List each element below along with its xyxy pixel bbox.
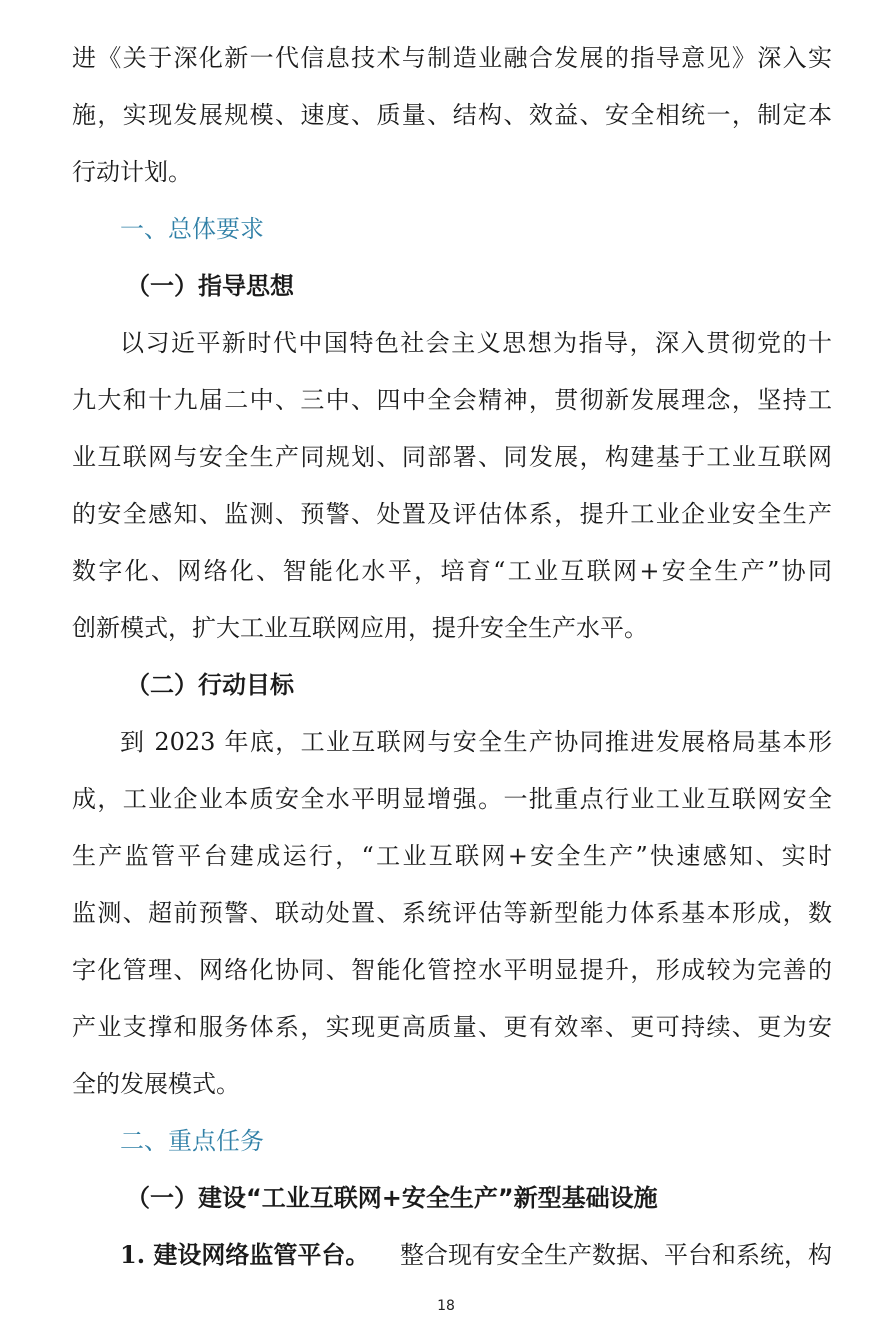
section-heading: 二、重点任务 — [120, 1127, 264, 1155]
paragraph-line: 业互联网与安全生产同规划、同部署、同发展，构建基于工业互联网 — [72, 443, 832, 471]
paragraph-line: 字化管理、网络化协同、智能化管控水平明显提升，形成较为完善的 — [72, 956, 832, 984]
subsection-heading: （一）建设“工业互联网+安全生产”新型基础设施 — [126, 1184, 658, 1212]
paragraph-line: 九大和十九届二中、三中、四中全会精神，贯彻新发展理念，坚持工 — [72, 386, 832, 414]
paragraph-line: 到 2023 年底，工业互联网与安全生产协同推进发展格局基本形 — [120, 728, 832, 756]
paragraph-line: 数字化、网络化、智能化水平，培育“工业互联网+安全生产”协同 — [72, 557, 832, 585]
paragraph-line: 创新模式，扩大工业互联网应用，提升安全生产水平。 — [72, 614, 648, 642]
paragraph-line: 行动计划。 — [72, 158, 192, 186]
paragraph-line: 进《关于深化新一代信息技术与制造业融合发展的指导意见》深入实 — [72, 44, 832, 72]
page-number: 18 — [437, 1298, 455, 1314]
paragraph-line: 以习近平新时代中国特色社会主义思想为指导，深入贯彻党的十 — [120, 329, 832, 357]
paragraph-line: 的安全感知、监测、预警、处置及评估体系，提升工业企业安全生产 — [72, 500, 832, 528]
paragraph-line: 施，实现发展规模、速度、质量、结构、效益、安全相统一，制定本 — [72, 101, 832, 129]
paragraph-line: 成，工业企业本质安全水平明显增强。一批重点行业工业互联网安全 — [72, 785, 832, 813]
subsection-heading: （一）指导思想 — [126, 272, 294, 300]
item-title: 1. 建设网络监管平台。 — [120, 1240, 370, 1269]
paragraph-line: 生产监管平台建成运行，“工业互联网+安全生产”快速感知、实时 — [72, 842, 832, 870]
subsection-heading: （二）行动目标 — [126, 671, 294, 699]
paragraph-line: 产业支撑和服务体系，实现更高质量、更有效率、更可持续、更为安 — [72, 1013, 832, 1041]
item-text: 整合现有安全生产数据、平台和系统，构 — [400, 1241, 832, 1269]
paragraph-line: 监测、超前预警、联动处置、系统评估等新型能力体系基本形成，数 — [72, 899, 832, 927]
section-heading: 一、总体要求 — [120, 215, 264, 243]
paragraph-line — [120, 1235, 832, 1275]
paragraph-line: 全的发展模式。 — [72, 1070, 240, 1098]
